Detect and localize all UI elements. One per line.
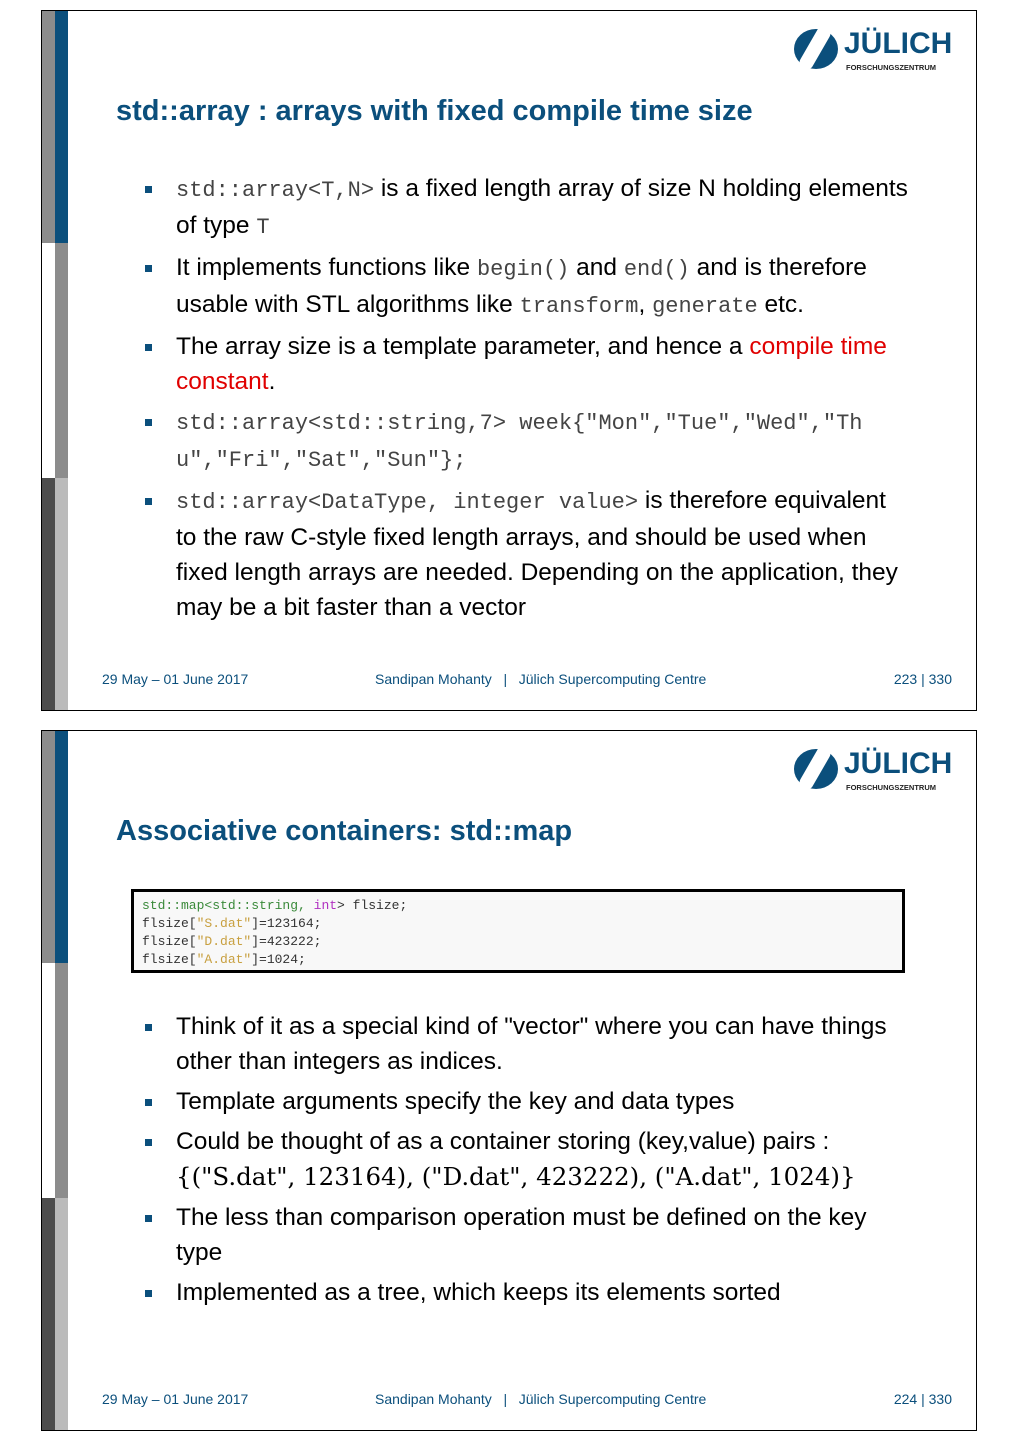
side-bar xyxy=(42,1198,55,1430)
logo-sub: FORSCHUNGSZENTRUM xyxy=(846,783,936,792)
logo-sub: FORSCHUNGSZENTRUM xyxy=(846,63,936,72)
bullet: It implements functions like begin() and end() and is therefore usable with STL algorithms like transform, generate etc. xyxy=(142,250,912,324)
bullet: Could be thought of as a container storing (key,value) pairs : {("S.dat", 123164), ("D.dat", 423222), ("A.dat", 1024)} xyxy=(142,1124,912,1195)
logo-word: JÜLICH xyxy=(844,27,953,60)
footer-date: 29 May – 01 June 2017 xyxy=(102,671,249,687)
bullet: Think of it as a special kind of "vector" where you can have things other than integers as indices. xyxy=(142,1009,912,1079)
bullet-list xyxy=(142,171,912,630)
logo-word: JÜLICH xyxy=(844,747,953,780)
slide-223 xyxy=(41,10,977,711)
julich-logo xyxy=(794,747,954,797)
page-number: 223 | 330 xyxy=(893,671,952,687)
footer-date: 29 May – 01 June 2017 xyxy=(102,1391,249,1407)
side-bar xyxy=(55,963,68,1198)
code-block: std::map<std::string, int> flsize; flsize["S.dat"]=123164; flsize["D.dat"]=423222; flsize["A.dat"]=1024; xyxy=(131,889,905,973)
side-bar xyxy=(55,11,68,243)
slide-224 xyxy=(41,730,977,1431)
bullet-list xyxy=(142,1009,912,1315)
bullet: Template arguments specify the key and data types xyxy=(142,1084,912,1119)
side-bar xyxy=(42,11,55,243)
slide-title: std::array : arrays with fixed compile time size xyxy=(116,95,753,127)
bullet: The less than comparison operation must be defined on the key type xyxy=(142,1200,912,1270)
bullet: std::array<DataType, integer value> is therefore equivalent to the raw C-style fixed length arrays, and should be used when fixed length arrays are needed. Depending on the application, they may be a bit faster than a vector xyxy=(142,483,912,625)
bullet: Implemented as a tree, which keeps its elements sorted xyxy=(142,1275,912,1310)
bullet: std::array<T,N> is a fixed length array of size N holding elements of type T xyxy=(142,171,912,245)
footer-author: Sandipan Mohanty | Jülich Supercomputing Centre xyxy=(375,1391,707,1407)
side-bar xyxy=(42,478,55,710)
side-bar xyxy=(55,1198,68,1430)
side-bar xyxy=(55,478,68,710)
math-expression: {("S.dat", 123164), ("D.dat", 423222), ("A.dat", 1024)} xyxy=(176,1162,856,1191)
side-bar xyxy=(55,731,68,963)
side-bar xyxy=(55,243,68,478)
side-bar xyxy=(42,731,55,963)
bullet: std::array<std::string,7> week{"Mon","Tue","Wed","Thu","Fri","Sat","Sun"}; xyxy=(142,404,912,478)
footer-author: Sandipan Mohanty | Jülich Supercomputing Centre xyxy=(375,671,707,687)
slide-title: Associative containers: std::map xyxy=(116,815,573,847)
bullet: The array size is a template parameter, and hence a compile time constant. xyxy=(142,329,912,399)
julich-logo xyxy=(794,27,954,77)
page-number: 224 | 330 xyxy=(893,1391,952,1407)
